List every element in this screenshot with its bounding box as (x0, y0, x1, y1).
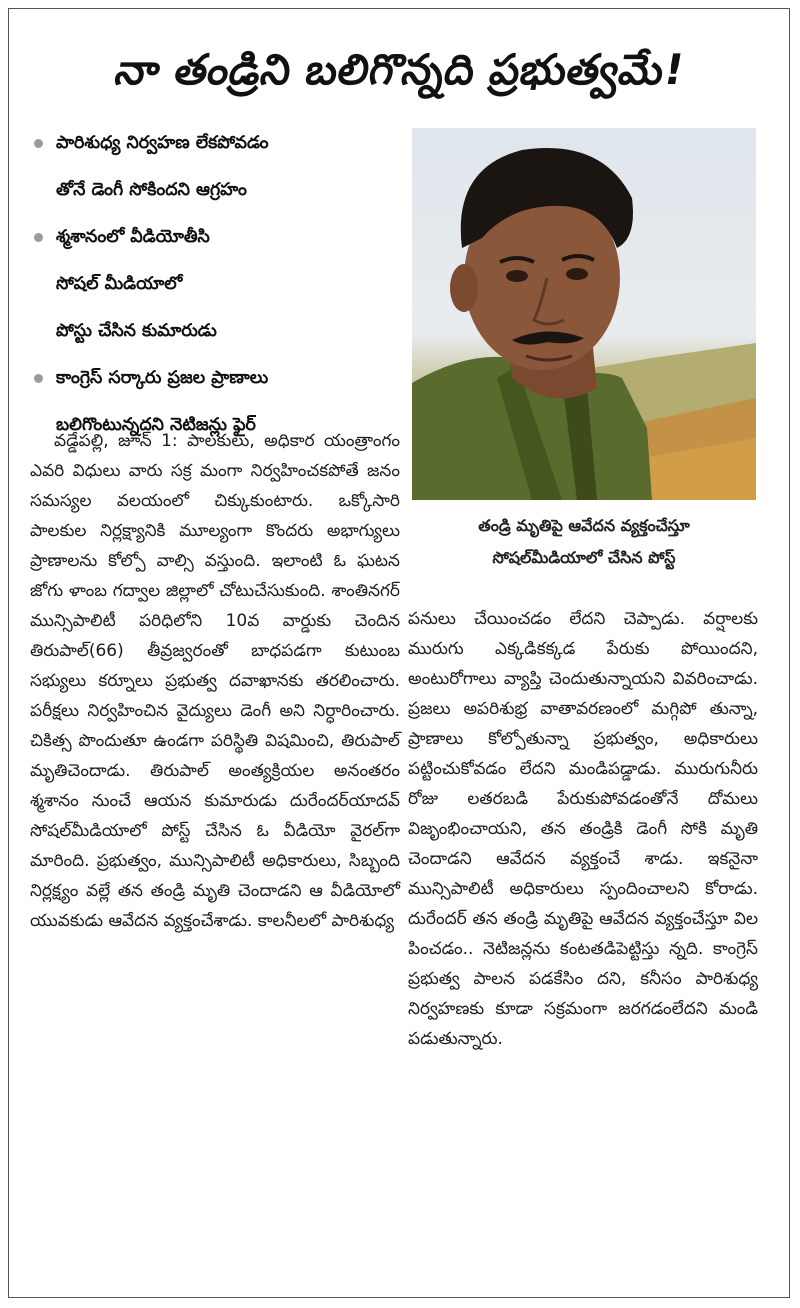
bullet-line: పారిశుధ్య నిర్వహణ లేకపోవడం (56, 133, 269, 153)
caption-line: తండ్రి మృతిపై ఆవేదన వ్యక్తంచేస్తూ (478, 516, 690, 535)
body-column-right (408, 604, 758, 1054)
man-portrait-illustration (412, 128, 756, 500)
bullet-line: శ్మశానంలో వీడియోతీసి (56, 227, 210, 247)
article-headline: నా తండ్రిని బలిగొన్నది ప్రభుత్వమే! (111, 45, 689, 94)
bullet-line: తోనే డెంగీ సోకిందని ఆగ్రహం (56, 180, 247, 200)
news-photo (412, 128, 756, 500)
bullet-item (30, 214, 400, 355)
caption-line: సోషల్‌మీడియాలో చేసిన పోస్ట్ (492, 548, 676, 567)
bullet-line: బలిగొంటున్నదని నెటిజన్లు ఫైర్ (56, 415, 256, 435)
highlight-bullets (30, 120, 400, 449)
bullet-line: సోషల్ మీడియాలో (56, 274, 183, 294)
bullet-line: పోస్టు చేసిన కుమారుడు (56, 321, 217, 341)
bullet-line: కాంగ్రెస్ సర్కారు ప్రజల ప్రాణాలు (56, 368, 269, 388)
bullet-item (30, 120, 400, 214)
body-paragraph: పనులు చేయించడం లేదని చెప్పాడు. వర్షాలకు మురుగు ఎక్కడికక్కడ పేరుకు పోయిందని, అంటురోగాలు వ్యాప్తి చెందుతున్నాయని వివరించాడు. ప్రజలు అపరిశుభ్ర వాతావరణంలో మగ్గిపో తున్నా, ప్రాణాలు కోల్పోతున్నా ప్రభుత్వం, అధికారులు పట్టించుకోవడం లేదని మండిపడ్డాడు. మురుగునీరు రోజు లతరబడి పేరుకుపోవడంతోనే దోమలు విజృంభించాయని, తన తండ్రికి డెంగీ సోకి మృతి చెందాడని ఆవేదన వ్యక్తంచే శాడు. ఇకనైనా మున్సిపాలిటీ అధికారులు స్పందించాలని కోరాడు. దురేందర్ తన తండ్రి మృతిపై ఆవేదన వ్యక్తంచేస్తూ విల పించడం.. నెటిజన్లను కంటతడిపెట్టిస్తు న్నది. కాంగ్రెస్ ప్రభుత్వ పాలన పడకేసిం దని, కనీసం పారిశుధ్య నిర్వహణకు కూడా సక్రమంగా జరగడంలేదని మండి పడుతున్నారు. (408, 609, 758, 1049)
photo-caption (412, 510, 756, 574)
body-column-left (30, 426, 400, 936)
body-paragraph: వడ్డేపల్లి, జూన్ 1: పాలకులు, అధికార యంత్రాంగం ఎవరి విధులు వారు సక్ర మంగా నిర్వహించకపోతే జనం సమస్యల వలయంలో చిక్కుకుంటారు. ఒక్కోసారి పాలకుల నిర్లక్ష్యానికి మూల్యంగా కొందరు అభాగ్యులు ప్రాణాలను కోల్పో వాల్సి వస్తుంది. ఇలాంటి ఓ ఘటన జోగు ళాంబ గద్వాల జిల్లాలో చోటుచేసుకుంది. శాంతినగర్ మున్సిపాలిటీ పరిధిలోని 10వ వార్డుకు చెందిన తిరుపాల్(66) తీవ్రజ్వరంతో బాధపడగా కుటుంబ సభ్యులు కర్నూలు ప్రభుత్వ దవాఖానకు తరలించారు. పరీక్షలు నిర్వహించిన వైద్యులు డెంగీ అని నిర్ధారించారు. చికిత్స పొందుతూ ఉండగా పరిస్థితి విషమించి, తిరుపాల్ మృతిచెందాడు. తిరుపాల్ అంత్యక్రియల అనంతరం శ్మశానం నుంచే ఆయన కుమారుడు దురేందర్‌యాదవ్ సోషల్‌మీడియాలో పోస్ట్ చేసిన ఓ వీడియో వైరల్‌గా మారింది. ప్రభుత్వం, మున్సిపాలిటీ అధికారులు, సిబ్బంది నిర్లక్ష్యం వల్లే తన తండ్రి మృతి చెందాడని ఆ వీడియోలో యువకుడు ఆవేదన వ్యక్తంచేశాడు. కాలనీలలో పారిశుధ్య (30, 431, 400, 931)
